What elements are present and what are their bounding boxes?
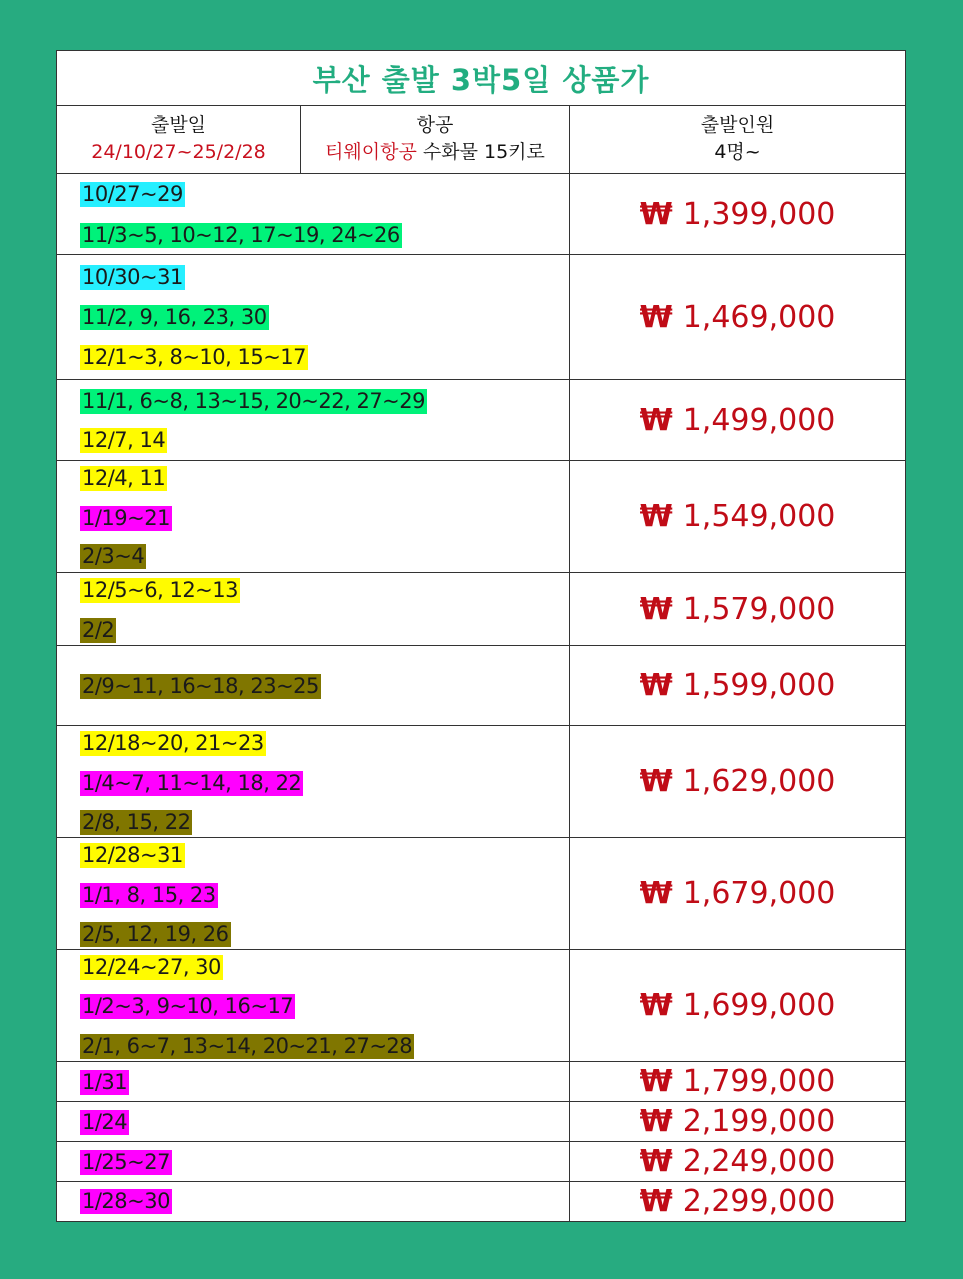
won-icon: ₩ (639, 1104, 673, 1139)
price-row (57, 838, 905, 950)
date-line: 2/8, 15, 22 (82, 810, 191, 834)
date-line: 1/31 (82, 1070, 128, 1094)
date-cell (57, 838, 570, 949)
price-row (57, 1142, 905, 1182)
date-line: 12/1~3, 8~10, 15~17 (82, 345, 307, 369)
date-cell (57, 573, 570, 645)
won-icon: ₩ (639, 988, 673, 1023)
price-value: 2,199,000 (682, 1104, 836, 1139)
price-cell (570, 726, 905, 837)
price-cell (570, 461, 905, 572)
price-row (57, 1062, 905, 1102)
date-line: 12/18~20, 21~23 (82, 731, 264, 755)
date-line: 12/4, 11 (82, 466, 166, 490)
date-cell (57, 174, 570, 254)
date-cell (57, 461, 570, 572)
date-cell (57, 950, 570, 1061)
date-line: 11/3~5, 10~12, 17~19, 24~26 (82, 223, 400, 247)
airline-label: 항공 (416, 114, 454, 136)
won-icon: ₩ (639, 196, 673, 232)
price-row (57, 1182, 905, 1221)
won-icon: ₩ (639, 499, 673, 534)
won-icon: ₩ (639, 876, 673, 911)
price-cell (570, 573, 905, 645)
date-line: 12/7, 14 (82, 428, 166, 452)
date-line: 1/19~21 (82, 506, 170, 530)
price-value: 1,679,000 (682, 876, 836, 911)
price-row (57, 950, 905, 1062)
won-icon: ₩ (639, 764, 673, 799)
pax-value: 4명~ (714, 141, 761, 163)
date-line: 1/4~7, 11~14, 18, 22 (82, 771, 302, 795)
page-title: 부산 출발 3박5일 상품가 (57, 51, 905, 106)
date-line: 1/28~30 (82, 1189, 170, 1213)
won-icon: ₩ (639, 1184, 673, 1219)
date-line: 2/2 (82, 618, 115, 642)
won-icon: ₩ (639, 402, 673, 438)
header-airline (301, 105, 570, 174)
price-value: 1,399,000 (682, 196, 836, 232)
date-line: 1/25~27 (82, 1150, 170, 1174)
date-cell (57, 1142, 570, 1181)
date-line: 10/30~31 (82, 265, 183, 289)
date-cell (57, 255, 570, 379)
price-value: 1,699,000 (682, 988, 836, 1023)
price-cell (570, 174, 905, 254)
date-line: 2/1, 6~7, 13~14, 20~21, 27~28 (82, 1034, 413, 1058)
price-cell (570, 646, 905, 725)
won-icon: ₩ (639, 668, 673, 703)
date-line: 12/24~27, 30 (82, 955, 221, 979)
won-icon: ₩ (639, 591, 673, 627)
date-line: 12/28~31 (82, 843, 183, 867)
price-value: 1,579,000 (682, 591, 836, 627)
price-cell (570, 1102, 905, 1141)
price-row (57, 573, 905, 646)
price-row (57, 174, 905, 255)
date-line: 1/2~3, 9~10, 16~17 (82, 994, 294, 1018)
price-row (57, 461, 905, 573)
price-cell (570, 1062, 905, 1101)
price-cell (570, 950, 905, 1061)
date-cell (57, 1062, 570, 1101)
price-row (57, 726, 905, 838)
price-cell (570, 838, 905, 949)
departure-label: 출발일 (150, 114, 207, 136)
date-line: 2/5, 12, 19, 26 (82, 922, 229, 946)
departure-range: 24/10/27~25/2/28 (91, 141, 266, 163)
price-cell (570, 1142, 905, 1181)
date-line: 12/5~6, 12~13 (82, 578, 239, 602)
won-icon: ₩ (639, 1144, 673, 1179)
price-table (56, 50, 906, 1222)
price-value: 1,799,000 (682, 1064, 836, 1099)
date-cell (57, 1182, 570, 1221)
airline-baggage: 수화물 15키로 (422, 141, 545, 163)
date-line: 10/27~29 (82, 182, 183, 206)
price-value: 1,549,000 (682, 499, 836, 534)
airline-info (325, 139, 545, 166)
price-value: 1,469,000 (682, 299, 836, 335)
won-icon: ₩ (639, 1064, 673, 1099)
date-cell (57, 646, 570, 725)
date-line: 1/24 (82, 1110, 128, 1134)
date-line: 2/9~11, 16~18, 23~25 (82, 674, 319, 698)
date-cell (57, 1102, 570, 1141)
date-cell (57, 726, 570, 837)
date-line: 11/2, 9, 16, 23, 30 (82, 305, 267, 329)
price-value: 1,499,000 (682, 402, 836, 438)
won-icon: ₩ (639, 299, 673, 335)
price-row (57, 380, 905, 461)
price-row (57, 646, 905, 726)
date-line: 1/1, 8, 15, 23 (82, 883, 216, 907)
price-cell (570, 255, 905, 379)
header-pax (570, 105, 905, 174)
date-line: 2/3~4 (82, 544, 145, 568)
date-cell (57, 380, 570, 460)
price-value: 2,299,000 (682, 1184, 836, 1219)
price-value: 2,249,000 (682, 1144, 836, 1179)
price-cell (570, 380, 905, 460)
date-line: 11/1, 6~8, 13~15, 20~22, 27~29 (82, 389, 425, 413)
price-row (57, 255, 905, 380)
price-row (57, 1102, 905, 1142)
price-value: 1,599,000 (682, 668, 836, 703)
pax-label: 출발인원 (700, 114, 775, 136)
price-cell (570, 1182, 905, 1221)
airline-name: 티웨이항공 (325, 141, 417, 163)
header-departure (57, 105, 301, 174)
price-value: 1,629,000 (682, 764, 836, 799)
